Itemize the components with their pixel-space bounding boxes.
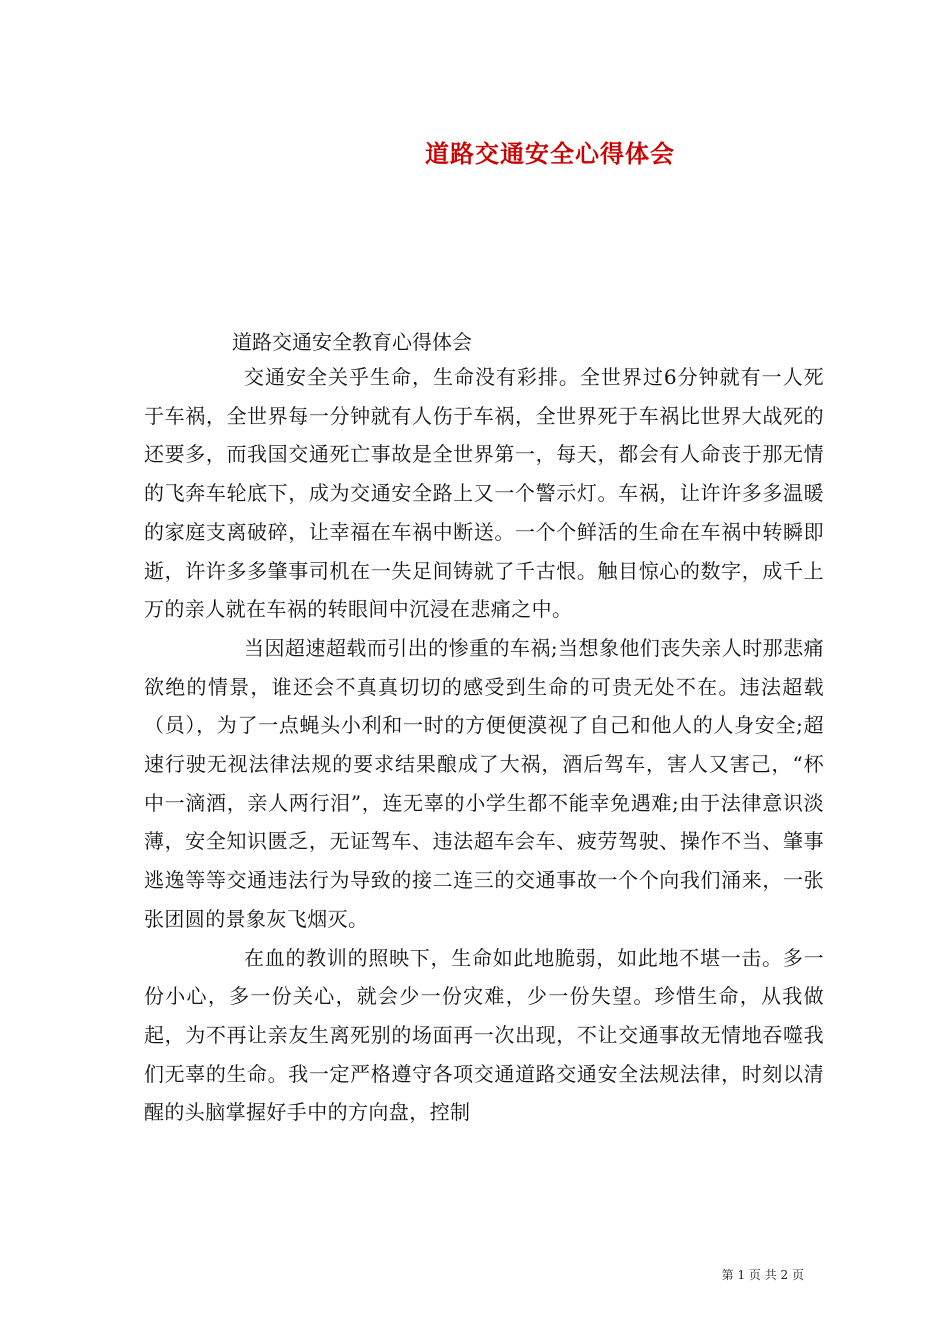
document-subtitle: 道路交通安全教育心得体会 [232,330,472,354]
document-title: 道路交通安全心得体会 [425,139,675,168]
page-footer: 第 1 页 共 2 页 [721,1268,804,1282]
paragraph-2: 当因超速超载而引出的惨重的车祸;当想象他们丧失亲人时那悲痛欲绝的情景，谁还会不真真切切的感受到生命的可贵无处不在。违法超载（员），为了一点蝇头小利和一时的方便便漠视了自己和他人的人身安全;超速行驶无视法律法规的要求结果酿成了大祸，酒后驾车，害人又害己，“杯中一滴酒，亲人两行泪”，连无辜的小学生都不能幸免遇难;由于法律意识淡薄，安全知识匮乏，无证驾车、违法超车会车、疲劳驾驶、操作不当、肇事逃逸等等交通违法行为导致的接二连三的交通事故一个个向我们涌来，一张张团圆的景象灰飞烟灭。 [144,635,824,931]
paragraph-1: 交通安全关乎生命，生命没有彩排。全世界过6分钟就有一人死于车祸，全世界每一分钟就有人伤于车祸，全世界死于车祸比世界大战死的还要多，而我国交通死亡事故是全世界第一，每天，都会有人命丧于那无情的飞奔车轮底下，成为交通安全路上又一个警示灯。车祸，让许许多多温暖的家庭支离破碎，让幸福在车祸中断送。一个个鲜活的生命在车祸中转瞬即逝，许许多多肇事司机在一失足间铸就了千古恨。触目惊心的数字，成千上万的亲人就在车祸的转眼间中沉浸在悲痛之中。 [144,365,824,622]
document-body [144,358,824,1132]
paragraph-3: 在血的教训的照映下，生命如此地脆弱，如此地不堪一击。多一份小心，多一份关心，就会少一份灾难，少一份失望。珍惜生命，从我做起，为不再让亲友生离死别的场面再一次出现，不让交通事故无情地吞噬我们无辜的生命。我一定严格遵守各项交通道路交通安全法规法律，时刻以清醒的头脑掌握好手中的方向盘，控制 [144,945,824,1125]
